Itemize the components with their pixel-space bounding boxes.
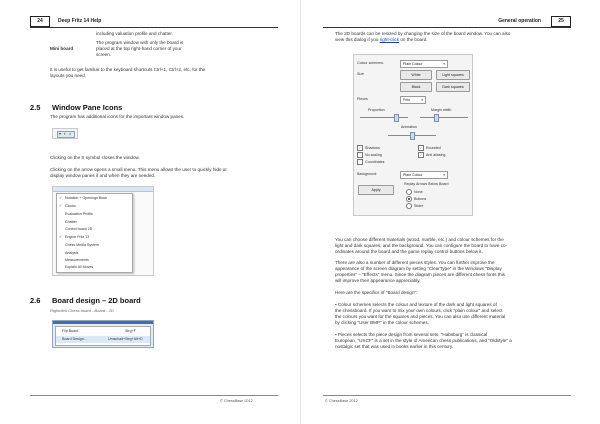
radio-none-label: None <box>414 189 423 194</box>
right-page <box>300 0 600 424</box>
radio-slider[interactable] <box>406 203 412 209</box>
left-page-number: 24 <box>30 16 50 27</box>
table-row2-desc-3: screen. <box>96 52 112 57</box>
bullet-icon: ▪ <box>335 332 338 337</box>
shadows-label: Shadows <box>365 145 380 150</box>
context-menu-screenshot <box>52 320 154 348</box>
radio-buttons[interactable] <box>406 196 412 202</box>
coordinates-label: Coordinates <box>365 159 385 164</box>
radio-buttons-label: Buttons <box>414 196 427 201</box>
section-2-5-title: Window Pane Icons <box>52 103 123 112</box>
pane-menu-screenshot <box>52 186 154 276</box>
background-label: Background: <box>357 172 378 176</box>
radio-buttons-row[interactable] <box>406 196 426 202</box>
light-squares-button[interactable]: Light squares <box>436 70 470 80</box>
para2-line-2: appearance of the screen diagram by setting "ClearType" in the Windows "Display <box>335 266 502 271</box>
white-button[interactable]: White <box>400 70 432 80</box>
section-2-5-number: 2.5 <box>30 103 41 112</box>
rounded-checkbox-row[interactable] <box>418 145 441 151</box>
right-page-number: 25 <box>551 16 571 27</box>
left-header-rule <box>30 27 278 28</box>
check-icon: ✓ <box>59 203 63 208</box>
no-scaling-checkbox[interactable] <box>357 152 363 158</box>
ctx-menu-flip-board[interactable]: Flip Board <box>62 329 79 333</box>
bullet2-line-2: European, "USCF" is a set in the style of American chess publications, and "Oldstyle" a <box>335 338 512 343</box>
background-select[interactable]: Plain Colour ▾ <box>400 171 448 179</box>
proportion-slider[interactable] <box>360 117 408 118</box>
s25-arrow-line-1: Clicking on the arrow opens a small menu. This menu allows the user to quickly hide or <box>50 167 227 172</box>
radio-slider-label: Slider <box>414 203 424 208</box>
shortcut-line-2: layouts you need. <box>50 73 87 78</box>
pieces-label: Pieces <box>357 97 368 101</box>
pane-menu-item[interactable]: Notation + Openings Book <box>65 196 108 200</box>
apply-button[interactable]: Apply <box>358 185 394 195</box>
margin-width-label: Margin width <box>431 108 452 112</box>
bullet-icon: ▪ <box>335 302 338 307</box>
context-menu-bar <box>53 321 153 324</box>
s25-intro: The program has additional icons for the important window panes. <box>50 114 185 119</box>
ctx-menu-board-design-shortcut: Umschalt+Strg+Alt+D <box>108 337 143 341</box>
pane-menu <box>56 193 133 273</box>
margin-width-slider-knob[interactable] <box>434 114 439 122</box>
radio-none[interactable] <box>406 189 412 195</box>
intro-line-2 <box>335 37 427 43</box>
pane-menu-item[interactable]: Analysis <box>65 251 79 255</box>
black-button[interactable]: Black <box>400 82 432 92</box>
check-icon: ✓ <box>59 195 63 200</box>
bullet1-text-1: Colour schemes selects the colour and texture of the dark and light squares of <box>337 302 497 307</box>
right-header <box>323 17 571 27</box>
anti-aliasing-label: Anti aliasing <box>426 152 446 157</box>
bullet1-line-2: the chessboard. If you want to mix your own colours, click "plain colour" and select <box>335 308 503 313</box>
pane-pin-icon[interactable]: ▪ <box>64 131 66 136</box>
margin-width-slider[interactable] <box>420 117 468 118</box>
anti-aliasing-checkbox-row[interactable] <box>418 152 445 158</box>
pane-icons-screenshot <box>52 128 78 139</box>
section-2-6-heading <box>30 296 141 305</box>
proportion-label: Proportion <box>368 108 385 112</box>
pane-menu-item[interactable]: Explain All Moves <box>65 265 94 269</box>
bullet2-line-3: nostalgic set that was used in books earlier in this century. <box>335 344 454 349</box>
animation-slider[interactable] <box>388 135 436 136</box>
dark-squares-button[interactable]: Dark squares <box>436 82 470 92</box>
para2-line-1: There are also a number of different pieces styles. You can further improve the <box>335 260 495 265</box>
pane-menu-item[interactable]: Control board 2D <box>65 227 93 231</box>
radio-slider-row[interactable] <box>406 203 423 209</box>
left-footer-rule <box>30 395 278 396</box>
shortcut-line-1: It is useful to get familiar to the keyboard shortcuts Ctrl+1, Ctrl+2, etc. for the <box>50 67 206 72</box>
pane-menu-item[interactable]: Evaluation Profile <box>65 212 93 216</box>
pane-menu-titlebar <box>53 187 153 192</box>
colour-schemes-select[interactable]: Plain Colour ▾ <box>400 60 448 68</box>
left-header <box>30 17 278 27</box>
right-click-link[interactable]: right-click <box>379 37 400 42</box>
table-row1-desc: including valuation profile and chatter. <box>96 31 173 36</box>
animation-slider-knob[interactable] <box>410 132 415 140</box>
coordinates-checkbox-row[interactable] <box>357 159 384 165</box>
s25-close-text: Clicking on the X symbol closes the window. <box>50 155 140 160</box>
no-scaling-checkbox-row[interactable] <box>357 152 382 158</box>
board-design-dialog <box>353 54 473 216</box>
colour-schemes-label: Colour schemes: <box>357 61 384 65</box>
para2-line-3: properties" – "Effects" menu. Since the diagram pieces are different chess fonts this <box>335 272 505 277</box>
para1-line-3: ordinates around the board and the game replay control buttons below it. <box>335 249 483 254</box>
s25-arrow-line-2: display window panes if and when they are needed. <box>50 173 156 178</box>
rounded-label: Rounded <box>426 145 441 150</box>
pane-icons-bar <box>57 131 75 138</box>
pane-close-icon[interactable]: × <box>69 131 72 136</box>
s26-caption: Rightclick Chess board - Board - 2D <box>50 308 114 313</box>
table-row2-desc-2: placed at the top right-hand corner of your <box>96 46 182 51</box>
right-footer: © ChessBase 2012 <box>325 399 358 403</box>
replay-arrows-label: Replay Arrows Below Board <box>404 182 449 186</box>
para2-line-4: will improve their appearance appreciably. <box>335 278 421 283</box>
shadows-checkbox-row[interactable] <box>357 145 380 151</box>
size-label: Size <box>357 72 364 76</box>
ctx-menu-flip-shortcut: Strg+F <box>125 329 136 333</box>
pane-menu-item[interactable]: Chatter <box>65 220 77 224</box>
para1-line-2: light and dark squares, and the background. You can configure the board to have co- <box>335 243 508 248</box>
check-icon: ✓ <box>59 234 63 239</box>
pane-arrow-icon[interactable]: ▾ <box>59 131 62 136</box>
radio-none-row[interactable] <box>406 189 423 195</box>
right-header-rule <box>323 27 571 28</box>
section-2-6-title: Board design – 2D board <box>52 296 141 305</box>
no-scaling-label: No scaling <box>365 152 382 157</box>
context-menu <box>55 326 151 346</box>
anti-aliasing-checkbox[interactable]: ✓ <box>419 153 423 157</box>
pane-menu-item[interactable]: Measurements <box>65 258 89 262</box>
pane-menu-item[interactable]: Engine Fritz 13 <box>65 235 90 239</box>
right-footer-rule <box>323 395 571 396</box>
pane-menu-item[interactable]: Clocks <box>65 204 76 208</box>
ctx-menu-board-design[interactable]: Board Design... <box>62 337 87 341</box>
animation-label: Animation <box>401 125 417 129</box>
intro-line-2-a: view this dialog if you <box>335 37 380 42</box>
right-header-title: General operation <box>498 18 541 24</box>
pieces-select[interactable]: Fritz ▾ <box>400 96 426 104</box>
bullet1-line-3: the colours you want for the squares and pieces. You can also use different material <box>335 314 506 319</box>
section-2-5-heading <box>30 103 122 112</box>
proportion-slider-knob[interactable] <box>394 114 399 122</box>
intro-line-2-b: on the board. <box>399 37 428 42</box>
bullet1-line-4: by clicking "User BMP" in the colour schemes. <box>335 320 429 325</box>
section-2-6-number: 2.6 <box>30 296 41 305</box>
left-header-title: Deep Fritz 14 Help <box>58 18 102 24</box>
rounded-checkbox[interactable]: ✓ <box>419 146 423 150</box>
para3: Here are the specifics of "Board design": <box>335 290 418 295</box>
bullet2-text-1: Pieces selects the piece design from several sets. "Habsburg" is classical <box>337 332 488 337</box>
table-row2-desc-1: The program window with only the board is <box>96 40 184 45</box>
coordinates-checkbox[interactable] <box>357 159 363 165</box>
pane-menu-item[interactable]: Chess Media System <box>65 243 99 247</box>
shadows-checkbox[interactable]: ✓ <box>358 146 362 150</box>
left-footer: © ChessBase 2012 <box>220 399 253 403</box>
para1-line-1: You can choose different materials (wood, marble, etc.) and colour schemes for the <box>335 237 504 242</box>
table-row2-label: Mini board <box>50 46 74 51</box>
intro-line-1: The 2D boards can be resized by changing the size of the board window. You can also <box>335 31 511 36</box>
